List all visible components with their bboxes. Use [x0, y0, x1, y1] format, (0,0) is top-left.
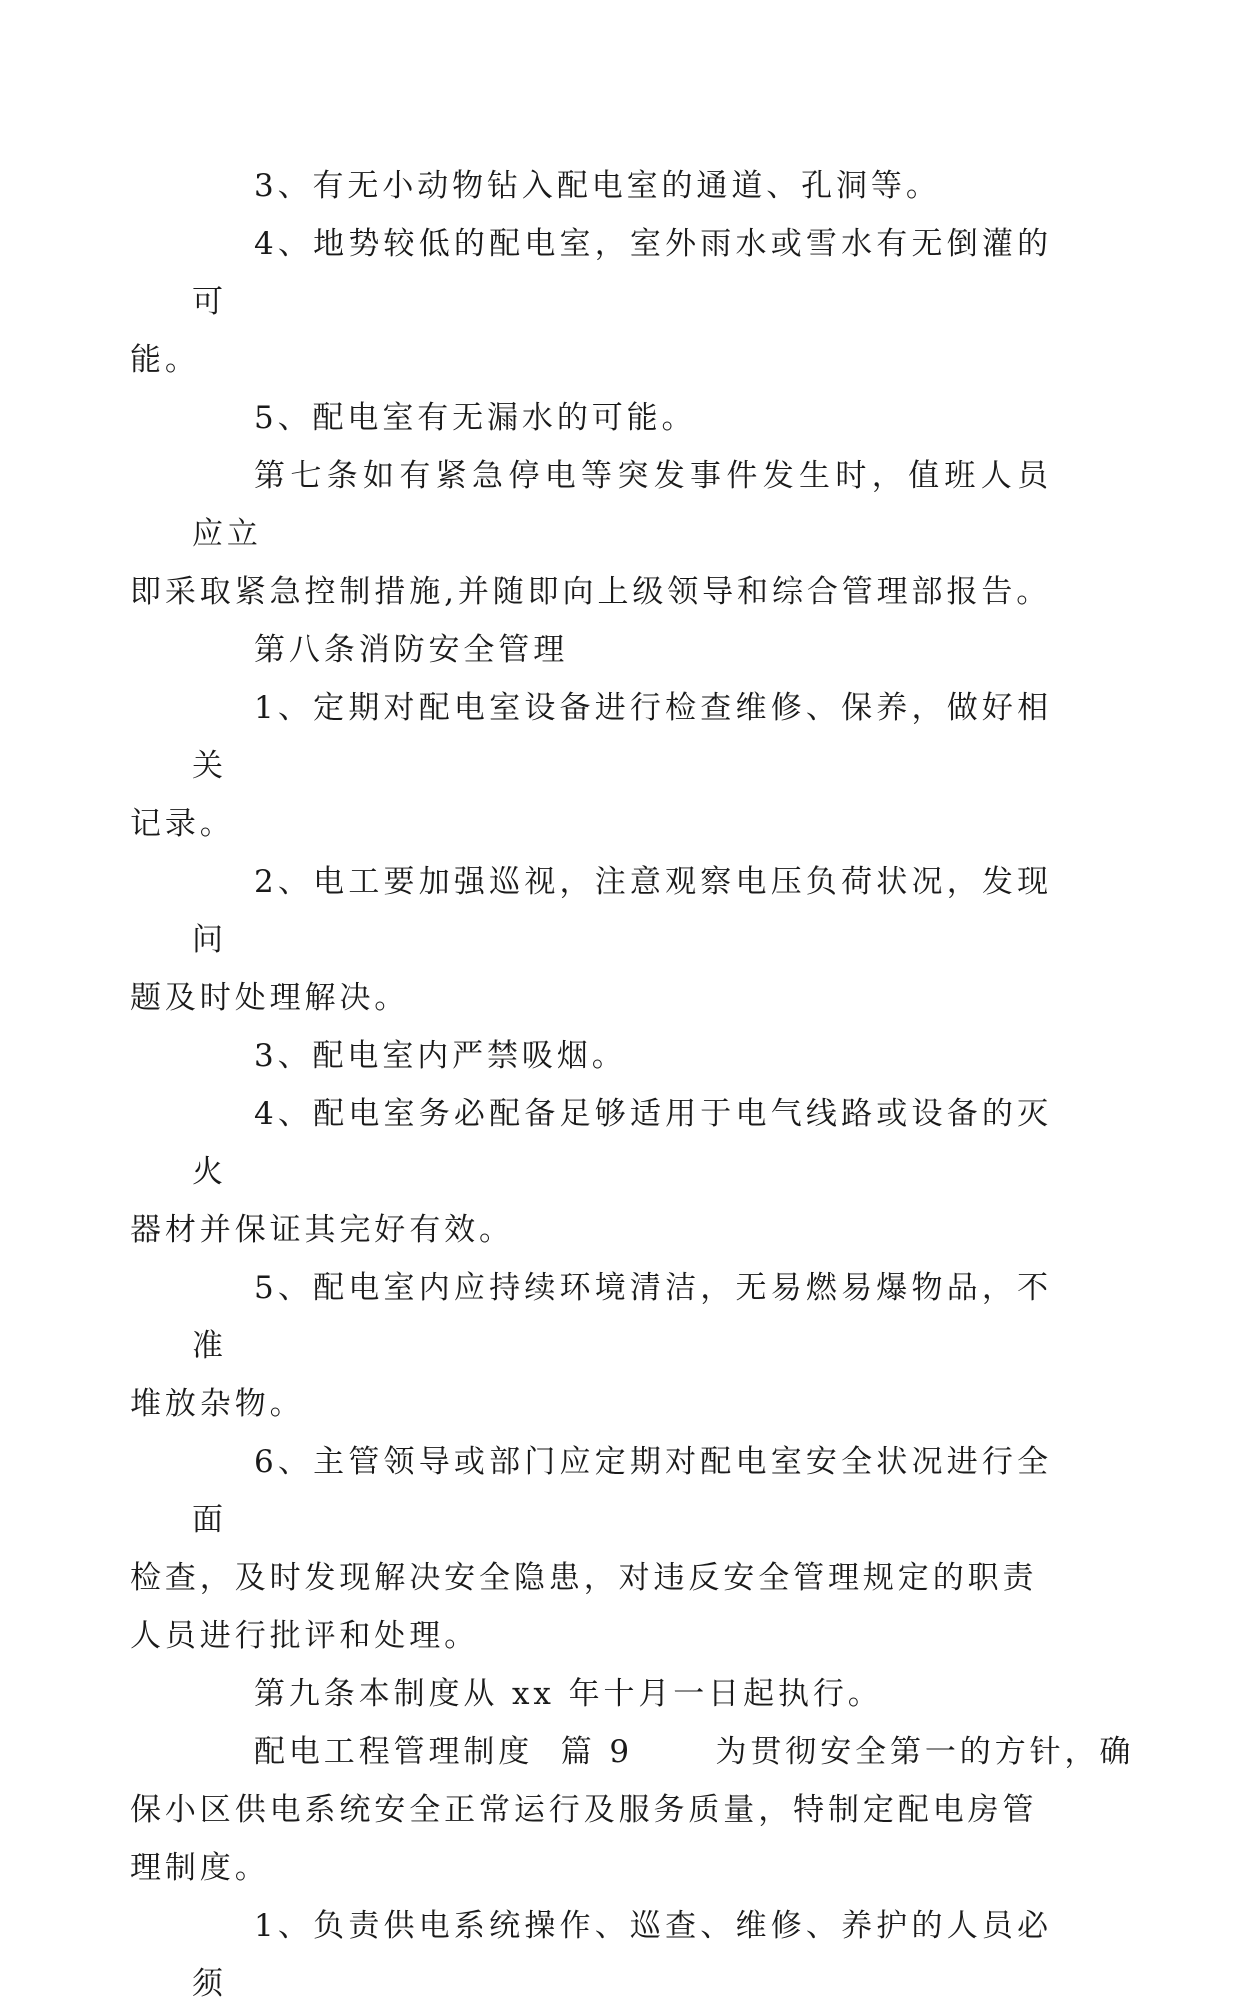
text-line: 人员进行批评和处理。 [130, 1618, 479, 1654]
text-line: 检查，及时发现解决安全隐患，对违反安全管理规定的职责 [130, 1560, 1038, 1596]
paragraph-item-5-leak [192, 389, 1052, 447]
text-line: 5、配电室有无漏水的可能。 [254, 400, 697, 436]
paragraph-fire-item-4 [130, 1085, 1052, 1259]
paragraph-fire-item-5 [130, 1259, 1052, 1433]
text-line: 保小区供电系统安全正常运行及服务质量，特制定配电房管 [130, 1792, 1038, 1828]
text-line: 第九条本制度从 xx 年十月一日起执行。 [254, 1676, 883, 1712]
paragraph-fire-item-3 [192, 1027, 1052, 1085]
text-line: 堆放杂物。 [130, 1386, 305, 1422]
paragraph-section-9-intro [130, 1723, 1135, 1897]
text-line: 记录。 [130, 806, 235, 842]
text-line: 6、主管领导或部门应定期对配电室安全状况进行全面 [192, 1444, 1052, 1538]
paragraph-item-4-low-terrain [130, 215, 1052, 389]
document-page [130, 157, 1135, 2002]
text-line: 第七条如有紧急停电等突发事件发生时，值班人员应立 [192, 458, 1052, 552]
text-line: 1、定期对配电室设备进行检查维修、保养，做好相关 [192, 690, 1052, 784]
paragraph-fire-item-6 [130, 1433, 1052, 1665]
text-line: 3、配电室内严禁吸烟。 [254, 1038, 627, 1074]
text-line: 5、配电室内应持续环境清洁，无易燃易爆物品，不准 [192, 1270, 1052, 1364]
paragraph-article-8-heading [192, 621, 1052, 679]
paragraph-section-9-item-1 [192, 1897, 1052, 2013]
paragraph-article-7 [130, 447, 1052, 621]
text-line: 2、电工要加强巡视，注意观察电压负荷状况，发现问 [192, 864, 1052, 958]
text-line: 3、有无小动物钻入配电室的通道、孔洞等。 [254, 168, 941, 204]
text-line: 理制度。 [130, 1850, 270, 1886]
text-line: 1、负责供电系统操作、巡查、维修、养护的人员必须 [192, 1908, 1052, 2002]
paragraph-fire-item-1 [130, 679, 1052, 853]
text-line: 第八条消防安全管理 [254, 632, 569, 668]
paragraph-article-9 [192, 1665, 1052, 1723]
text-line: 4、配电室务必配备足够适用于电气线路或设备的灭火 [192, 1096, 1052, 1190]
text-line: 能。 [130, 342, 200, 378]
text-line: 配电工程管理制度 篇 9 为贯彻安全第一的方针，确 [254, 1734, 1135, 1770]
text-line: 器材并保证其完好有效。 [130, 1212, 514, 1248]
paragraph-item-3-animals [192, 157, 1052, 215]
text-line: 即采取紧急控制措施,并随即向上级领导和综合管理部报告。 [130, 574, 1052, 610]
text-line: 题及时处理解决。 [130, 980, 410, 1016]
paragraph-fire-item-2 [130, 853, 1052, 1027]
text-line: 4、地势较低的配电室，室外雨水或雪水有无倒灌的可 [192, 226, 1052, 320]
